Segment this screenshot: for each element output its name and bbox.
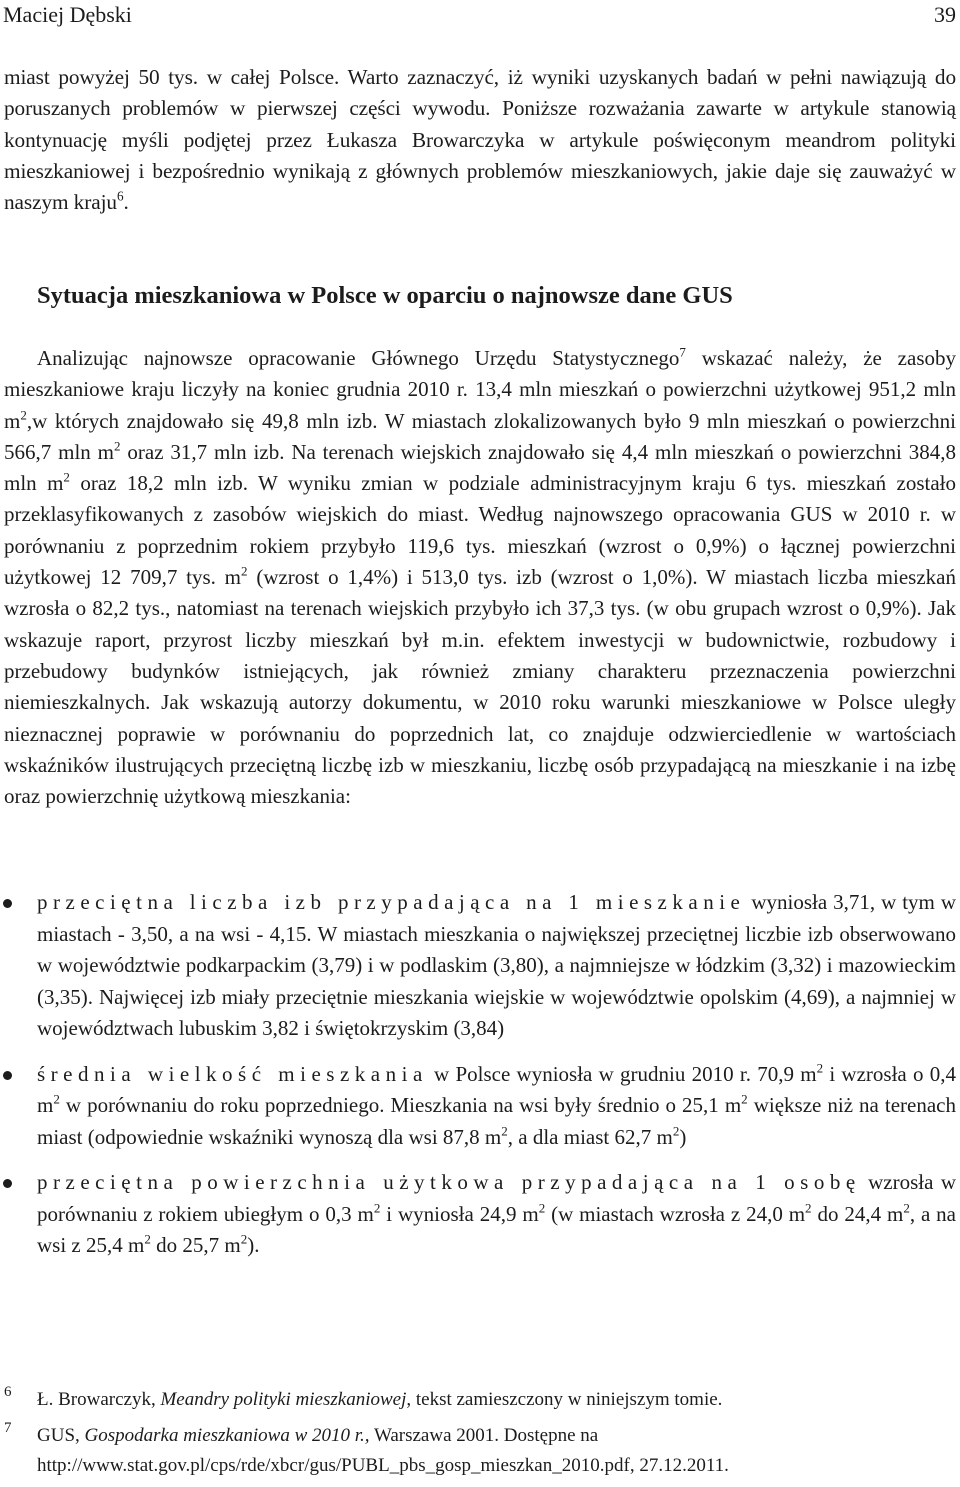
footnote-title: Meandry polityki mieszkaniowej [160, 1389, 407, 1410]
list-item-text: ) [679, 1124, 687, 1149]
list-item-text: , a dla miast 62,7 m [507, 1124, 673, 1149]
superscript-2: 2 [241, 563, 248, 579]
footnote-mark: 7 [4, 1420, 12, 1436]
list-item-term: przeciętna powierzchnia użytkowa przypadająca na 1 osobę [37, 1170, 861, 1194]
list-item-text: ). [247, 1233, 260, 1257]
list-item-text: w porównaniu do roku poprzedniego. Mieszkania na wsi były średnio o 25,1 m [59, 1093, 742, 1117]
footnotes [0, 1385, 956, 1487]
superscript-2: 2 [903, 1200, 910, 1216]
list-item-term: przeciętna liczba izb przypadająca na 1 mieszkanie [37, 890, 746, 914]
superscript-2: 2 [672, 1123, 680, 1139]
footnote-ref-7[interactable]: 7 [679, 344, 686, 360]
footnote-ref-6[interactable]: 6 [116, 188, 124, 204]
footnote-7 [0, 1421, 956, 1481]
intro-end: . [123, 190, 129, 215]
footnote-mark: 6 [4, 1384, 12, 1400]
superscript-2: 2 [816, 1060, 824, 1076]
list-item [0, 1059, 956, 1154]
author-name: Maciej Dębski [3, 2, 132, 27]
bullet-icon [3, 899, 12, 908]
footnote-title: Gospodarka mieszkaniowa w 2010 r., [84, 1425, 370, 1446]
body-text-6: (wzrost o 1,4%) i 513,0 tys. izb (wzrost o 1,0%). W miastach liczba mieszkań wzrosła o 82,2 tys., natomiast na terenach wiejskich przybyło ich 37,3 tys. (w obu grupach wzrost o 0,9%). Jak wskazuje raport, przyrost liczby mieszkań był m.in. efektem inwestycji w budownictwie, rozbudowy i przebudowy budynków istniejących, jak również zmiany charakteru przeznaczenia powierzchni niemieszkalnych. Jak wskazują autorzy dokumentu, w 2010 roku warunki mieszkaniowe w Polsce uległy nieznacznej poprawie w porównaniu do poprzednich lat, co znajduje odzwierciedlenie w wartościach wskaźników ilustrujących przeciętną liczbę izb w mieszkaniu, liczbę osób przypadającą na mieszkanie i na izbę oraz powierzchnię użytkową mieszkania: [4, 565, 956, 809]
page-header [3, 0, 956, 30]
superscript-2: 2 [538, 1200, 546, 1216]
body-text-2: wskazać należy, że zasoby mieszkaniowe kraju liczyły na koniec grudnia 2010 r. 13,4 mln mieszkań o powierzchni użytkowej 951,2 mln m [4, 346, 956, 433]
list-item [0, 1167, 956, 1262]
superscript-2: 2 [240, 1231, 248, 1247]
bullet-icon [3, 1071, 12, 1080]
superscript-2: 2 [53, 1091, 60, 1107]
indicator-list [0, 887, 956, 1276]
footnote-text[interactable]: Warszawa 2001. Dostępne na http://www.stat.gov.pl/cps/rde/xbcr/gus/PUBL_pbs_gosp_mieszkan_2010.pdf, 27.12.2011. [37, 1425, 729, 1476]
superscript-2: 2 [501, 1123, 508, 1139]
superscript-2: 2 [741, 1091, 748, 1107]
superscript-2: 2 [144, 1231, 151, 1247]
superscript-2: 2 [114, 438, 121, 454]
footnote-6 [0, 1385, 956, 1415]
superscript-2: 2 [805, 1200, 812, 1216]
footnote-text: Ł. Browarczyk, [37, 1389, 161, 1410]
list-item-text: wyniosła 3,71, w tym w miastach - 3,50, a na wsi - 4,15. W miastach mieszkania o największej przeciętnej liczbie izb obserwowano w województwie podkarpackim (3,79) i w podlaskim (3,80), a najmniejsze w łódzkim (3,32) i mazowieckim (3,35). Najwięcej izb miały przeciętnie mieszkania wiejskie w województwie opolskim (4,69), a najmniej w województwach lubuskim 3,82 i świętokrzyskim (3,84) [37, 890, 956, 1040]
bullet-icon [3, 1179, 12, 1188]
section-heading: Sytuacja mieszkaniowa w Polsce w oparciu o najnowsze dane GUS [37, 282, 733, 309]
list-item-text: do 24,4 m [811, 1201, 904, 1226]
superscript-2: 2 [373, 1200, 381, 1216]
list-item-text: , a na wsi z 25,4 m [37, 1201, 956, 1257]
list-item [0, 887, 956, 1045]
page-number: 39 [934, 2, 956, 27]
intro-text: miast powyżej 50 tys. w całej Polsce. Warto zaznaczyć, iż wyniki uzyskanych badań w pełni nawiązują do poruszanych problemów w pierwszej części wywodu. Poniższe rozważania zawarte w artykule stanowią kontynuację myśli podjętej przez Łukasza Browarczyka w artykule poświęconym meandrom polityki mieszkaniowej i bezpośrednio wynikają z głównych problemów mieszkaniowych, jakie daje się zauważyć w naszym kraju [4, 65, 956, 215]
list-item-text: większe niż na terenach miast (odpowiednie wskaźniki wynoszą dla wsi 87,8 m [37, 1093, 956, 1149]
list-item-text: w Polsce wyniosła w grudniu 2010 r. 70,9 m [427, 1061, 817, 1086]
superscript-2: 2 [63, 469, 70, 485]
body-text-3: ,w których znajdowało się 49,8 mln izb. W miastach zlokalizowanych było 9 mln mieszkań o powierzchni 566,7 mln m [4, 408, 956, 464]
body-text-1: Analizując najnowsze opracowanie Głównego Urzędu Statystycznego [37, 346, 680, 370]
footnote-text: , tekst zamieszczony w niniejszym tomie. [406, 1389, 723, 1410]
body-text-5: oraz 18,2 mln izb. W wyniku zmian w podziale administracyjnym kraju 6 tys. mieszkań zostało przeklasyfikowanych z zasobów wiejskich do miast. Według najnowszego opracowania GUS w 2010 r. w porównaniu z poprzednim rokiem przybyło 119,6 tys. mieszkań (wzrost o 0,9%) o łącznej powierzchni użytkowej 12 709,7 tys. m [4, 471, 956, 590]
body-paragraph [4, 343, 956, 812]
list-item-text: i wyniosła 24,9 m [380, 1201, 539, 1226]
intro-paragraph [4, 62, 956, 218]
list-item-text: i wzrosła o 0,4 m [37, 1061, 956, 1117]
list-item-text: (w miastach wzrosła z 24,0 m [545, 1201, 806, 1226]
list-item-text: wzrosła w porównaniu z rokiem ubiegłym o 0,3 m [37, 1170, 956, 1226]
superscript-2: 2 [20, 407, 27, 423]
list-item-text: do 25,7 m [150, 1233, 241, 1257]
list-item-term: średnia wielkość mieszkania [37, 1061, 428, 1086]
footnote-text: GUS, [37, 1425, 85, 1446]
body-text-4: oraz 31,7 mln izb. Na terenach wiejskich znajdowało się 4,4 mln mieszkań o powierzchni 384,8 mln m [4, 439, 956, 496]
